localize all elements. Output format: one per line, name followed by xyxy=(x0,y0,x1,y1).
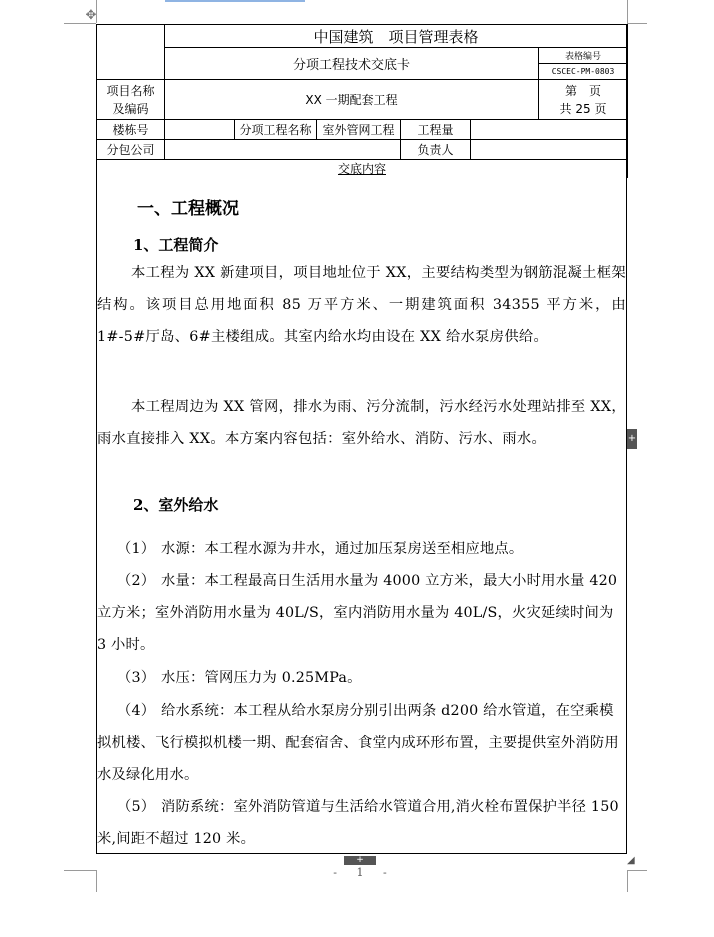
page-number: 1 xyxy=(356,866,364,879)
header-table xyxy=(96,24,628,178)
list-item-number: （4） xyxy=(117,703,156,719)
crop-mark xyxy=(627,870,628,892)
subsection-title: 2、室外给水 xyxy=(133,496,219,514)
crop-mark xyxy=(96,870,97,892)
resize-corner-icon[interactable]: ◢ xyxy=(627,855,635,866)
section-title: 一、工程概况 xyxy=(137,199,239,219)
paragraph: 本工程为 XX 新建项目，项目地址位于 XX，主要结构类型为钢筋混凝土框架结构。该项目总用地面积 85 万平方米、一期建筑面积 34355 平方米，由 1#-5#厅岛、6#主楼组成。其室内给水均由设在 XX 给水泵房供给。 xyxy=(97,265,626,345)
logo-cell xyxy=(97,25,165,80)
org-title: 中国建筑 项目管理表格 xyxy=(165,25,628,48)
list-item-text: 消防系统：室外消防管道与生活给水管道合用,消火栓布置保护半径 150 米,间距不超过 120 米。 xyxy=(97,799,619,847)
form-no-value: CSCEC-PM-0803 xyxy=(539,64,628,80)
subproject-value: 室外管网工程 xyxy=(317,120,401,140)
crop-mark xyxy=(627,870,647,871)
list-item-number: （2） xyxy=(117,573,156,589)
footer-dash: - xyxy=(383,866,387,879)
list-item-text: 水源：本工程水源为井水，通过加压泵房送至相应地点。 xyxy=(161,541,524,557)
footer-dash: - xyxy=(333,866,337,879)
list-item xyxy=(97,565,626,661)
plus-icon[interactable]: + xyxy=(344,856,376,865)
selection-indicator xyxy=(165,0,305,2)
list-item-number: （1） xyxy=(117,541,156,557)
quantity-value xyxy=(471,120,628,140)
list-item-text: 水量：本工程最高日生活用水量为 4000 立方米，最大小时用水量 420 立方米；室外消防用水量为 40L/S，室内消防用水量为 40L/S，火灾延续时间为 3 小时。 xyxy=(97,573,618,653)
crop-mark xyxy=(627,0,628,23)
list-item xyxy=(97,662,626,694)
move-handle-icon[interactable]: ✥ xyxy=(85,8,97,23)
page-label: 第 页 xyxy=(564,83,601,98)
list-item-text: 水压：管网压力为 0.25MPa。 xyxy=(161,670,362,686)
project-name-value: XX 一期配套工程 xyxy=(165,80,539,120)
list-item-number: （3） xyxy=(117,670,156,686)
crop-mark xyxy=(627,23,647,24)
page-counter xyxy=(539,80,628,120)
form-name: 分项工程技术交底卡 xyxy=(165,48,539,80)
page-total: 共 25 页 xyxy=(559,101,607,116)
page-footer xyxy=(320,866,400,879)
plus-icon[interactable]: + xyxy=(627,429,637,449)
subcontractor-label: 分包公司 xyxy=(97,140,165,160)
subcontractor-value xyxy=(165,140,401,160)
list-item-text: 给水系统：本工程从给水泵房分别引出两条 d200 给水管道，在空乘模拟机楼、飞行模拟机楼一期、配套宿舍、食堂内成环形布置，主要提供室外消防用水及绿化用水。 xyxy=(97,703,619,783)
subproject-label: 分项工程名称 xyxy=(235,120,317,140)
paragraph: 本工程周边为 XX 管网，排水为雨、污分流制，污水经污水处理站排至 XX，雨水直接排入 XX。本方案内容包括：室外给水、消防、污水、雨水。 xyxy=(97,399,626,447)
building-value xyxy=(165,120,235,140)
quantity-label: 工程量 xyxy=(401,120,471,140)
building-label: 楼栋号 xyxy=(97,120,165,140)
subsection-title: 1、工程简介 xyxy=(133,236,219,254)
list-item xyxy=(97,533,626,565)
list-item xyxy=(97,695,626,791)
crop-mark xyxy=(64,870,96,871)
list-item xyxy=(97,791,626,855)
form-no-label: 表格编号 xyxy=(539,48,628,64)
content-label: 交底内容 xyxy=(97,160,628,178)
responsible-value xyxy=(471,140,628,160)
responsible-label: 负责人 xyxy=(401,140,471,160)
list-item-number: （5） xyxy=(117,799,156,815)
project-name-label: 项目名称及编码 xyxy=(97,80,165,120)
